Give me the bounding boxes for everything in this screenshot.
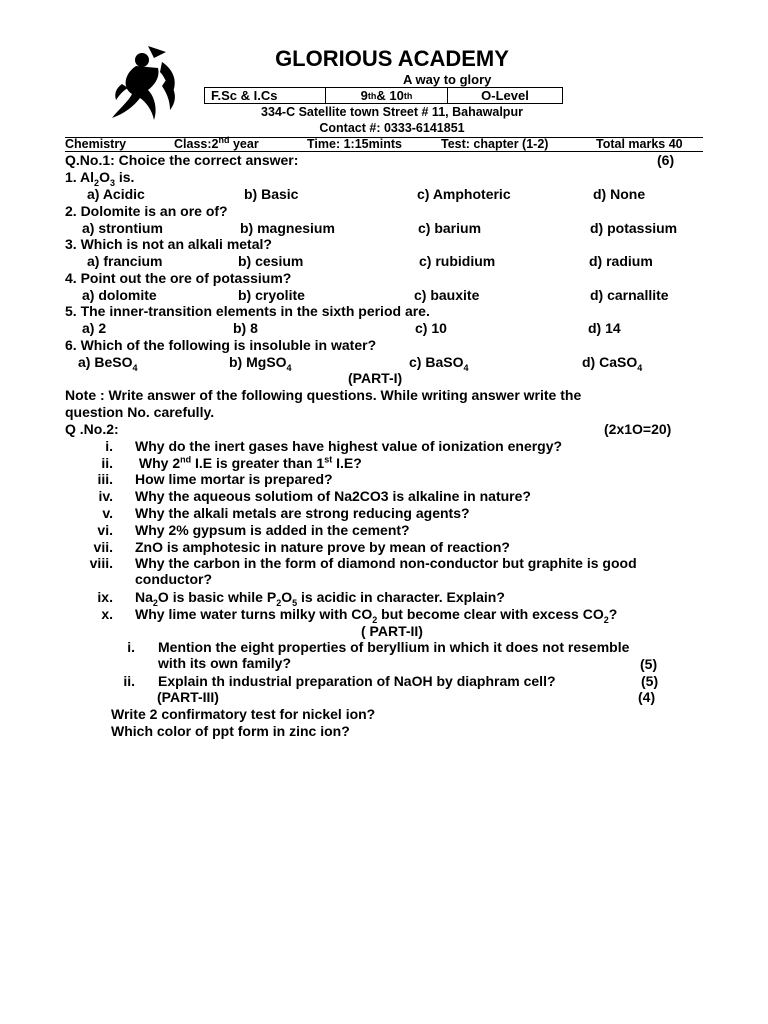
mcq-6-option-d: d) CaSO$_4$ <box>582 354 643 373</box>
mcq-5-option-d: d) 14 <box>588 320 621 336</box>
class-level-fsc: F.Sc & I.Cs <box>205 88 326 103</box>
subject-label: Chemistry <box>65 137 127 151</box>
total-marks-label: Total marks 40 <box>596 137 683 151</box>
part-2-heading: ( PART-II) <box>361 623 423 639</box>
part-3-question: Which color of ppt form in zinc ion? <box>111 723 350 739</box>
mcq-2-option-a: a) strontium <box>82 220 163 236</box>
mcq-5-option-a: a) 2 <box>82 320 107 336</box>
mcq-1-option-c: c) Amphoteric <box>417 186 511 202</box>
academy-contact: Contact #: 0333-6141851 <box>319 121 465 135</box>
q1-heading: Q.No.1: Choice the correct answer: <box>65 152 299 168</box>
mcq-2-option-b: b) magnesium <box>240 220 335 236</box>
mcq-2-option-d: d) potassium <box>590 220 678 236</box>
mcq-1-option-d: d) None <box>593 186 646 202</box>
note-line-1: Note : Write answer of the following questions. While writing answer write the <box>65 387 582 403</box>
short-q-text: ZnO is amphotesic in nature prove by mean of reaction? <box>135 539 510 555</box>
time-label: Time: 1:15mints <box>307 137 402 151</box>
mcq-3-option-b: b) cesium <box>238 253 304 269</box>
mcq-1-option-b: b) Basic <box>244 186 299 202</box>
mcq-5-option-b: b) 8 <box>233 320 258 336</box>
class-level-matric: 9 th & 10 th <box>326 88 448 103</box>
test-info-bar <box>65 134 703 152</box>
long-q-text: Mention the eight properties of beryllium in which it does not resemble with its own family? <box>158 639 630 671</box>
q2-heading: Q .No.2: <box>65 421 119 437</box>
mcq-6-option-b: b) MgSO$_4$ <box>229 354 292 373</box>
short-q-number: viii. <box>89 555 113 571</box>
mcq-6-option-a: a) BeSO$_4$ <box>78 354 138 373</box>
class-level-olevel: O-Level <box>481 88 529 103</box>
long-q-number: ii. <box>123 673 135 689</box>
short-q-text: Why the carbon in the form of diamond non-conductor but graphite is good conductor? <box>135 555 637 587</box>
short-q-text: Why 2nd I.E is greater than 1st I.E? <box>135 454 362 471</box>
mcq-5-option-c: c) 10 <box>415 320 447 336</box>
short-q-text: How lime mortar is prepared? <box>135 471 333 487</box>
academy-address: 334-C Satellite town Street # 11, Bahawalpur <box>261 105 523 119</box>
short-q-number: vii. <box>93 539 113 555</box>
part-3-heading: (PART-III) <box>157 689 219 705</box>
note-line-2: question No. carefully. <box>65 404 215 420</box>
short-q-text: Why the aqueous solutiom of Na2CO3 is alkaline in nature? <box>135 488 531 504</box>
mcq-3-option-a: a) francium <box>87 253 163 269</box>
part-3-marks: (4) <box>638 689 656 705</box>
mcq-3-option-c: c) rubidium <box>419 253 496 269</box>
short-q-number: iv. <box>98 488 113 504</box>
long-q-text: Explain th industrial preparation of NaOH by diaphram cell? <box>158 673 556 689</box>
mcq-5-stem: 5. The inner-transition elements in the sixth period are. <box>65 303 430 319</box>
short-q-text: Why lime water turns milky with $CO_2$ but become clear with excess $CO_2$? <box>135 606 618 625</box>
short-q-number: ii. <box>101 455 113 471</box>
mcq-6-option-c: c) BaSO$_4$ <box>409 354 469 373</box>
short-q-number: i. <box>105 438 113 454</box>
test-label: Test: chapter (1-2) <box>441 137 549 151</box>
mcq-3-stem: 3. Which is not an alkali metal? <box>65 236 272 252</box>
short-q-text: Why do the inert gases have highest value of ionization energy? <box>135 438 563 454</box>
short-q-number: iii. <box>97 471 113 487</box>
mcq-6-stem: 6. Which of the following is insoluble in water? <box>65 337 377 353</box>
long-q-number: i. <box>127 639 135 655</box>
short-q-number: x. <box>101 606 113 622</box>
mcq-4-option-d: d) carnallite <box>590 287 669 303</box>
short-q-number: vi. <box>97 522 113 538</box>
class-levels-box <box>204 87 563 104</box>
mcq-1-stem: 1. $Al_2O_3$ is. <box>65 169 135 188</box>
short-q-text: Why 2% gypsum is added in the cement? <box>135 522 410 538</box>
class-label: Class:2nd year <box>174 134 259 151</box>
part-1-heading: (PART-I) <box>348 370 403 386</box>
short-q-text: Why the alkali metals are strong reducing agents? <box>135 505 470 521</box>
q1-marks: (6) <box>657 152 675 168</box>
mcq-4-option-a: a) dolomite <box>82 287 157 303</box>
mcq-2-option-c: c) barium <box>418 220 482 236</box>
short-q-number: ix. <box>97 589 113 605</box>
short-q-text: $Na_2O$ is basic while $P_2O_5$ is acidic in character. Explain? <box>135 589 505 608</box>
mcq-4-stem: 4. Point out the ore of potassium? <box>65 270 292 286</box>
long-q-marks: (5) <box>640 656 658 672</box>
q2-marks: (2x1O=20) <box>604 421 672 437</box>
mcq-1-option-a: a) Acidic <box>87 186 145 202</box>
mcq-3-option-d: d) radium <box>589 253 653 269</box>
long-q-marks: (5) <box>641 673 659 689</box>
academy-motto: A way to glory <box>403 72 492 87</box>
mcq-4-option-c: c) bauxite <box>414 287 480 303</box>
mcq-4-option-b: b) cryolite <box>238 287 305 303</box>
part-3-question: Write 2 confirmatory test for nickel ion? <box>111 706 376 722</box>
short-q-number: v. <box>102 505 113 521</box>
mcq-2-stem: 2. Dolomite is an ore of? <box>65 203 228 219</box>
page-title: GLORIOUS ACADEMY <box>275 46 509 71</box>
